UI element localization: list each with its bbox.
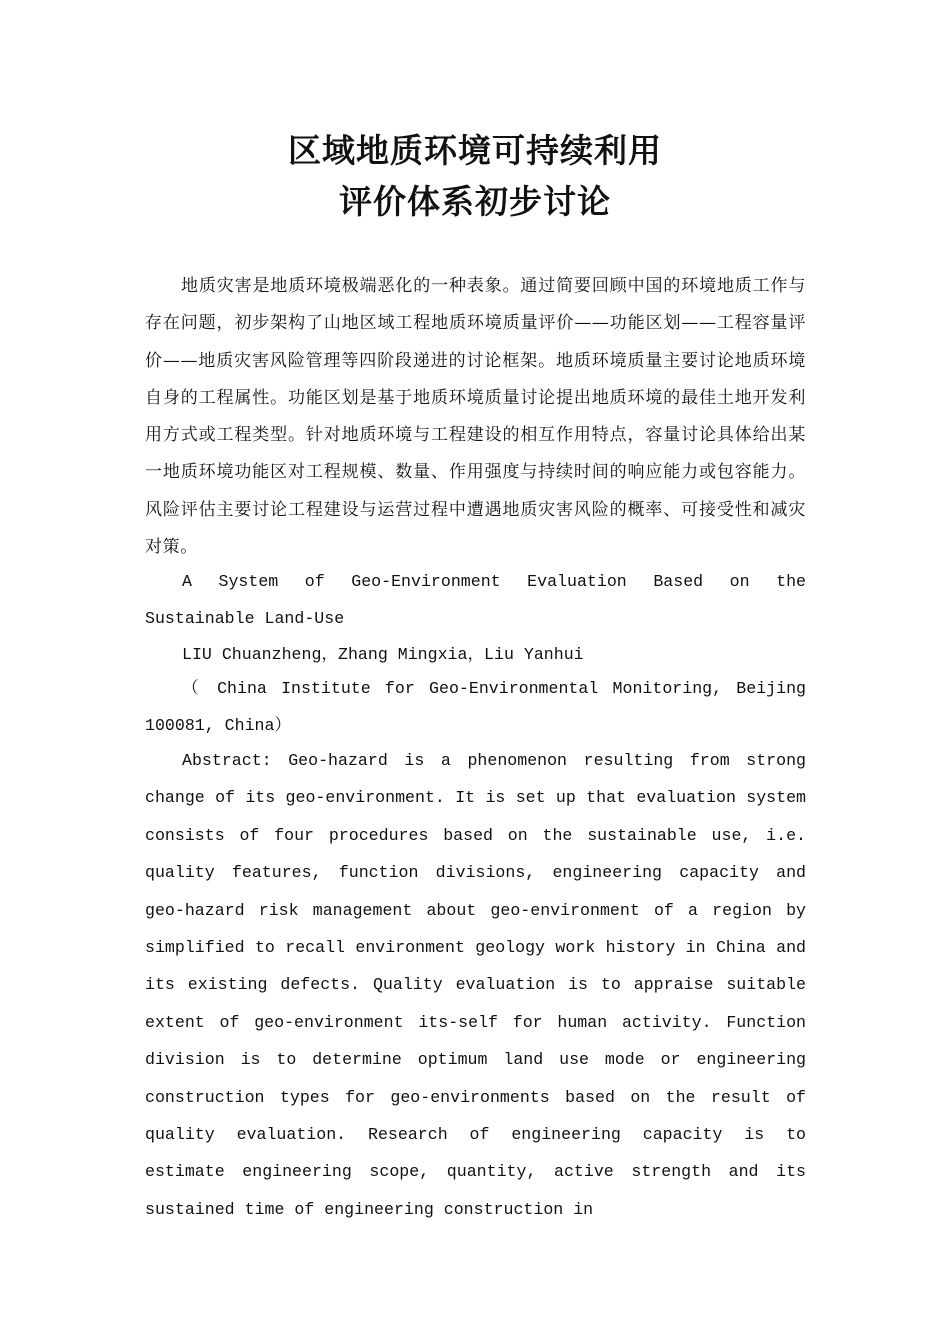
english-abstract: Abstract: Geo-hazard is a phenomenon resulting from strong change of its geo-environment. It is set up that evaluation system consists of four procedures based on the sustainable use, i.e. quality features, function divisions, engineering capacity and geo-hazard risk management about geo-environment of a region by simplified to recall environment geology work history in China and its existing defects. Quality evaluation is to appraise suitable extent of geo-environment its-self for human activity. Function division is to determine optimum land use mode or engineering construction types for geo-environments based on the result of quality evaluation. Research of engineering capacity is to estimate engineering scope, quantity, active strength and its sustained time of engineering construction in <box>145 751 806 1219</box>
chinese-abstract: 地质灾害是地质环境极端恶化的一种表象。通过简要回顾中国的环境地质工作与存在问题，初步架构了山地区域工程地质环境质量评价——功能区划——工程容量评价——地质灾害风险管理等四阶段递进的讨论框架。地质环境质量主要讨论地质环境自身的工程属性。功能区划是基于地质环境质量讨论提出地质环境的最佳土地开发利用方式或工程类型。针对地质环境与工程建设的相互作用特点，容量讨论具体给出某一地质环境功能区对工程规模、数量、作用强度与持续时间的响应能力或包容能力。风险评估主要讨论工程建设与运营过程中遭遇地质灾害风险的概率、可接受性和减灾对策。 <box>145 276 806 558</box>
english-affiliation: （ China Institute for Geo-Environmental Monitoring, Beijing 100081, China） <box>145 679 806 736</box>
paper-title-line-2: 评价体系初步讨论 <box>339 182 611 221</box>
english-authors: LIU Chuanzheng，Zhang Mingxia，Liu Yanhui <box>182 645 584 664</box>
paper-title-line-1: 区域地质环境可持续利用 <box>288 131 662 170</box>
english-title: A System of Geo-Environment Evaluation Based on the Sustainable Land-Use <box>145 572 806 629</box>
